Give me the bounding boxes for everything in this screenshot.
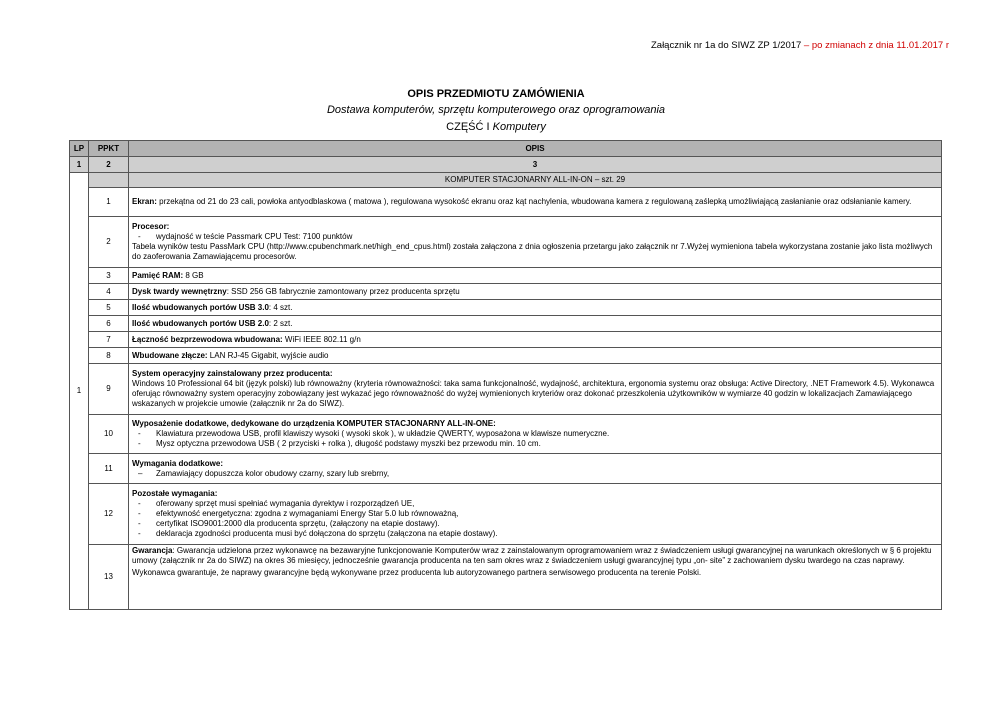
row-number: 3 — [89, 268, 129, 284]
row-number: 12 — [89, 484, 129, 545]
row-number: 8 — [89, 348, 129, 364]
header-ppkt: PPKT — [89, 141, 129, 157]
row-description — [129, 284, 942, 300]
section-row — [70, 173, 942, 188]
row-description — [129, 348, 942, 364]
bullet-item: – Zamawiający dopuszcza kolor obudowy czarny, szary lub srebrny, — [138, 468, 390, 478]
row-label: Ilość wbudowanych portów USB 3.0 — [132, 302, 269, 312]
spec-row-13 — [70, 545, 942, 610]
bullet-item: - Mysz optyczna przewodowa USB ( 2 przyciski + rolka ), długość podstawy myszki bez przewodu min. 10 cm. — [138, 439, 541, 448]
attachment-note-change: – po zmianach z dnia 11.01.2017 r — [801, 40, 949, 51]
column-number-1: 1 — [70, 157, 89, 173]
row-description — [129, 545, 942, 610]
specification-table — [69, 140, 942, 610]
row-description — [129, 188, 942, 217]
spec-row-10 — [70, 415, 942, 454]
bullet-item: - deklaracja zgodności producenta musi być dołączona do sprzętu (załączona na etapie dostawy). — [138, 529, 498, 538]
row-description — [129, 268, 942, 284]
row-number: 6 — [89, 316, 129, 332]
row-number: 2 — [89, 217, 129, 268]
row-text: przekątna od 21 do 23 cali, powłoka antyodblaskowa ( matowa ), regulowana wysokość ekranu oraz kąt nachylenia, wbudowana kamera z regulowaną zaślepką umożliwiającą zasłanianie oraz odsłanianie kamery. — [156, 197, 912, 206]
row-text: : Gwarancja udzielona przez wykonawcę na bezawaryjne funkcjonowanie Komputerów wraz z zainstalowanym oprogramowaniem wraz z świadczeniem usługi gwarancyjnej na warunkach określonych w § 6 projektu umowy (załącznik nr 2a do SIWZ) na okres 36 miesięcy, jednocześnie gwarancja producenta na ten sam okres wraz z świadczeniem usługi gwarancyjnej typu „on- site” z zachowaniem dysku twardego na czas naprawy. — [132, 546, 932, 565]
row-label: Pozostałe wymagania: — [132, 489, 218, 498]
column-number-row — [70, 157, 942, 173]
document-title: OPIS PRZEDMIOTU ZAMÓWIENIA — [407, 88, 585, 100]
bullet-item: - Klawiatura przewodowa USB, profil klawiszy wysoki ( wysoki skok ), w układzie QWERTY, wyposażona w klawisze numeryczne. — [138, 429, 610, 438]
row-label: Ilość wbudowanych portów USB 2.0 — [132, 318, 269, 328]
row-label: Gwarancja — [132, 546, 173, 555]
bullet-item: - wydajność w teście Passmark CPU Test: 7100 punktów — [138, 232, 353, 241]
row-number: 4 — [89, 284, 129, 300]
row-label: Pamięć RAM: — [132, 270, 184, 280]
row-label: System operacyjny zainstalowany przez producenta: — [132, 369, 333, 378]
row-text: WiFi IEEE 802.11 g/n — [282, 334, 361, 344]
row-description — [129, 364, 942, 415]
row-label: Procesor: — [132, 222, 170, 231]
header-lp: LP — [70, 141, 89, 157]
document-subtitle: Dostawa komputerów, sprzętu komputerowego oraz oprogramowania — [326, 104, 666, 116]
row-text: Tabela wyników testu PassMark CPU (http://www.cpubenchmark.net/high_end_cpus.html) została załączona z dnia ogłoszenia przetargu jako załącznik nr 7.Wyżej wymieniona tabela wykorzystana zostanie jako lista możliwych do zaoferowania Zamawiającemu procesorów. — [132, 242, 933, 261]
row-label: Wbudowane złącze: — [132, 350, 208, 360]
spec-row-11 — [70, 454, 942, 484]
bullet-item: - certyfikat ISO9001:2000 dla producenta sprzętu, (załączony na etapie dostawy). — [138, 519, 440, 528]
row-number: 11 — [89, 454, 129, 484]
spec-row-4 — [70, 284, 942, 300]
row-number: 10 — [89, 415, 129, 454]
spec-row-3 — [70, 268, 942, 284]
spec-row-2 — [70, 217, 942, 268]
column-number-2: 2 — [89, 157, 129, 173]
header-row — [70, 141, 942, 157]
spec-row-1 — [70, 188, 942, 217]
row-number: 13 — [89, 545, 129, 610]
spec-row-5 — [70, 300, 942, 316]
row-label: Wyposażenie dodatkowe, dedykowane do urządzenia KOMPUTER STACJONARNY ALL-IN-ONE: — [132, 419, 496, 428]
row-text-secondary: Wykonawca gwarantuje, że naprawy gwarancyjne będą wykonywane przez producenta lub autoryzowanego partnera serwisowego producenta na terenie Polski. — [132, 568, 702, 577]
row-description — [129, 454, 942, 484]
row-number: 7 — [89, 332, 129, 348]
section-empty-cell — [89, 173, 129, 188]
row-description — [129, 300, 942, 316]
spec-row-6 — [70, 316, 942, 332]
part-label: CZĘŚĆ I — [446, 121, 490, 133]
row-label: Dysk twardy wewnętrzny — [132, 286, 227, 296]
lp-cell: 1 — [70, 173, 89, 610]
bullet-item: - efektywność energetyczna: zgodna z wymaganiami Energy Star 5.0 lub równoważną, — [138, 509, 459, 518]
row-text: 8 GB — [183, 270, 204, 280]
attachment-note — [651, 40, 949, 51]
column-number-3: 3 — [129, 157, 942, 173]
row-label: Ekran: — [132, 197, 157, 206]
part-heading — [0, 121, 992, 133]
attachment-note-main: Załącznik nr 1a do SIWZ ZP 1/2017 — [650, 40, 802, 51]
row-description — [129, 217, 942, 268]
row-text: : 4 szt. — [268, 302, 293, 312]
row-label: Łączność bezprzewodowa wbudowana: — [132, 334, 283, 344]
header-opis: OPIS — [129, 141, 942, 157]
row-description — [129, 316, 942, 332]
row-number: 5 — [89, 300, 129, 316]
row-description — [129, 415, 942, 454]
row-number: 9 — [89, 364, 129, 415]
row-label: Wymagania dodatkowe: — [132, 458, 223, 468]
row-text: Windows 10 Professional 64 bit (język polski) lub równoważny (kryteria równoważności: taka sama funkcjonalność, wydajność, architektura, ergonomia systemu oraz obsługa: Active Directory, .NET Framework 4.5). Wykonawca oferując równoważny system operacyjny zobowiązany jest wykazać jego równoważność do wyżej wymienionych kryteriów oraz dokonać przeszkolenia użytkowników w wymiarze 40 godzin w lokalizacjach Zamawiającego wskazanych w projekcie umowie (załącznik nr 2a do SIWZ). — [132, 379, 935, 408]
part-name: Komputery — [492, 121, 546, 133]
spec-row-7 — [70, 332, 942, 348]
row-description — [129, 484, 942, 545]
row-text: : SSD 256 GB fabrycznie zamontowany przez producenta sprzętu — [226, 286, 460, 296]
bullet-item: - oferowany sprzęt musi spełniać wymagania dyrektyw i rozporządzeń UE, — [138, 499, 415, 508]
row-text: LAN RJ-45 Gigabit, wyjście audio — [207, 350, 329, 360]
row-text: : 2 szt. — [268, 318, 293, 328]
section-title: KOMPUTER STACJONARNY ALL-IN-ON – szt. 29 — [129, 173, 942, 188]
spec-row-9 — [70, 364, 942, 415]
row-description — [129, 332, 942, 348]
row-number: 1 — [89, 188, 129, 217]
spec-row-12 — [70, 484, 942, 545]
spec-row-8 — [70, 348, 942, 364]
